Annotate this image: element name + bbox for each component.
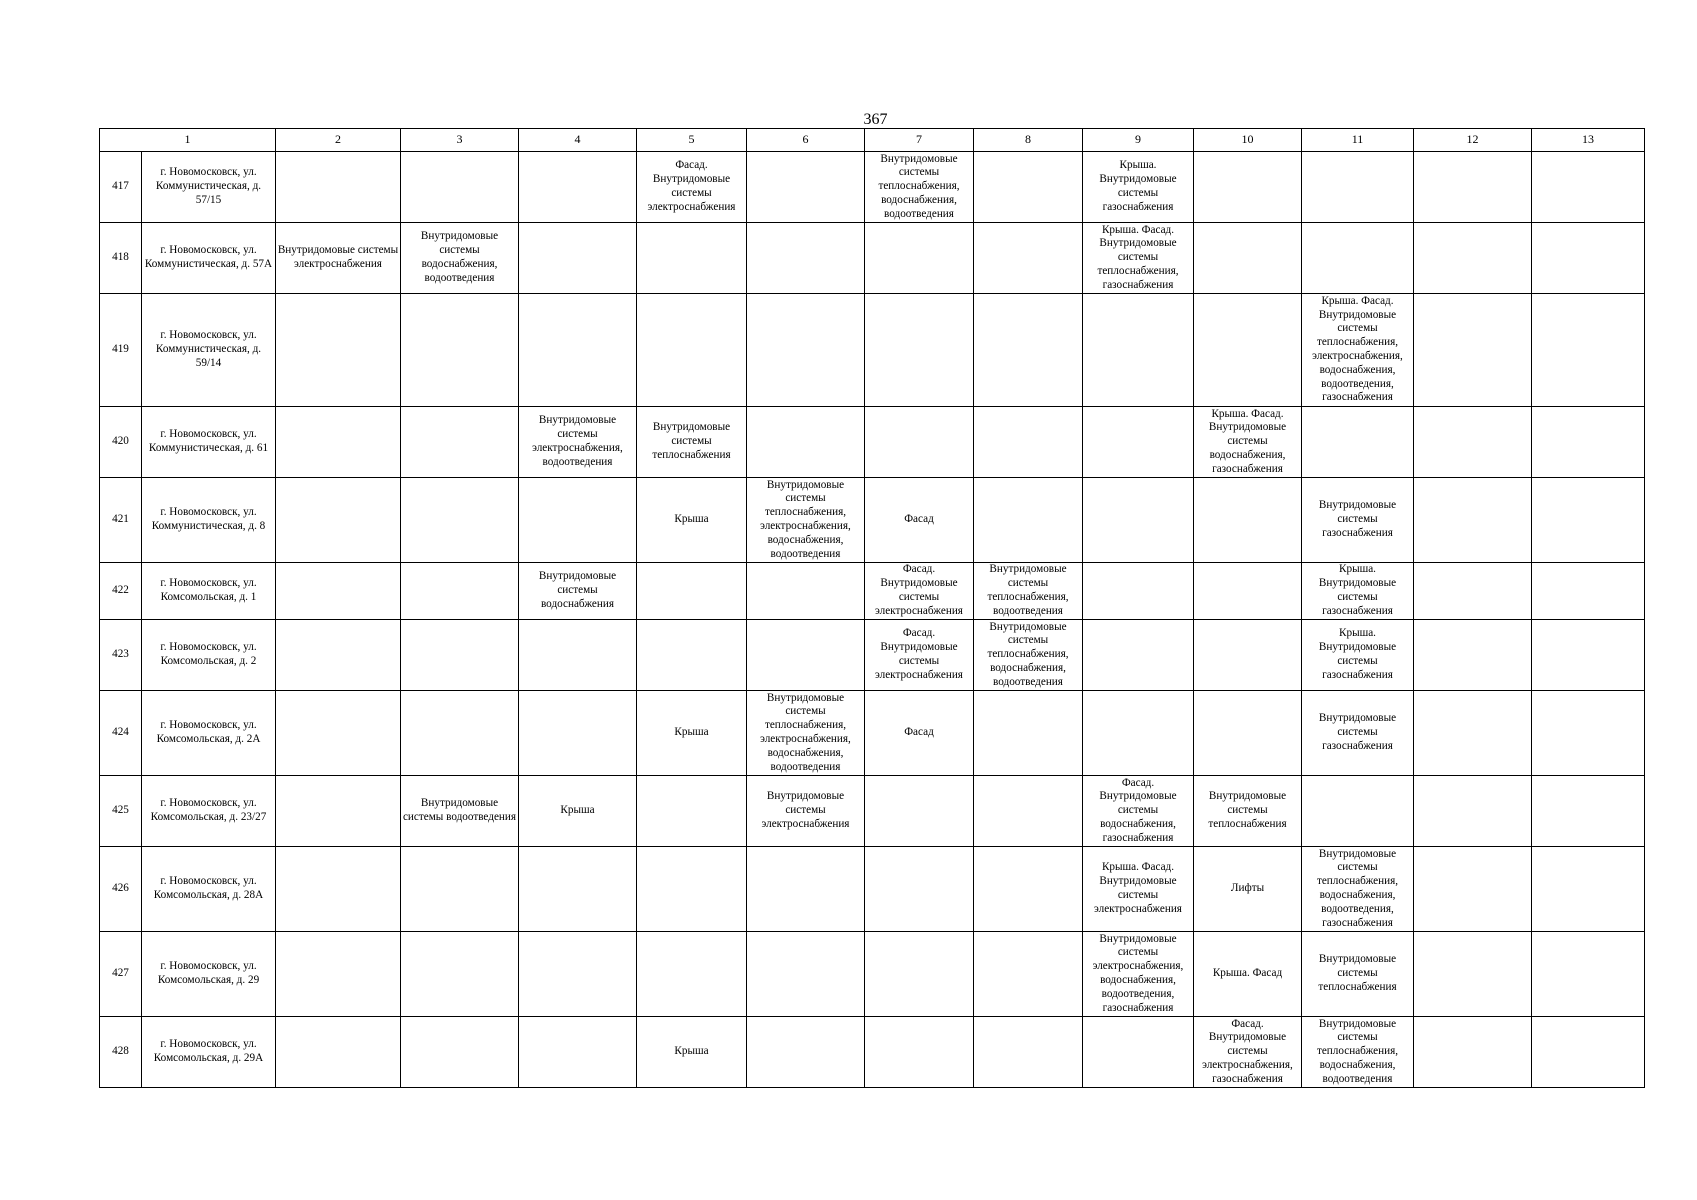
work-type-cell <box>401 691 519 776</box>
work-type-cell <box>1083 407 1194 478</box>
work-type-cell <box>519 223 637 294</box>
header-row <box>100 129 1645 152</box>
work-type-cell: Фасад <box>865 478 974 563</box>
table-row <box>100 563 1645 620</box>
work-type-cell <box>276 932 401 1017</box>
address-cell: г. Новомосковск, ул. Комсомольская, д. 23/27 <box>142 776 276 847</box>
work-type-cell: Внутридомовые системы водоснабжения, водоотведения <box>401 223 519 294</box>
work-type-cell <box>974 294 1083 407</box>
row-number: 419 <box>100 294 142 407</box>
address-cell: г. Новомосковск, ул. Комсомольская, д. 2 <box>142 620 276 691</box>
table-row <box>100 294 1645 407</box>
table-row <box>100 691 1645 776</box>
work-type-cell <box>276 294 401 407</box>
column-header: 11 <box>1302 129 1414 152</box>
work-type-cell <box>865 776 974 847</box>
row-number: 418 <box>100 223 142 294</box>
work-type-cell <box>401 563 519 620</box>
work-type-cell <box>1532 152 1645 223</box>
work-type-cell <box>519 294 637 407</box>
column-header: 4 <box>519 129 637 152</box>
work-type-cell <box>276 407 401 478</box>
address-cell: г. Новомосковск, ул. Коммунистическая, д. 57/15 <box>142 152 276 223</box>
row-number: 421 <box>100 478 142 563</box>
work-type-cell <box>1414 563 1532 620</box>
work-type-cell: Фасад. Внутридомовые системы электроснабжения <box>865 620 974 691</box>
work-type-cell <box>519 691 637 776</box>
work-type-cell: Крыша <box>637 478 747 563</box>
column-header: 1 <box>100 129 276 152</box>
work-type-cell <box>1414 691 1532 776</box>
work-type-cell <box>401 620 519 691</box>
work-type-cell: Крыша <box>637 1017 747 1088</box>
work-type-cell <box>1194 478 1302 563</box>
row-number: 417 <box>100 152 142 223</box>
work-type-cell <box>747 1017 865 1088</box>
work-type-cell <box>276 478 401 563</box>
work-type-cell <box>1414 1017 1532 1088</box>
work-type-cell <box>1414 847 1532 932</box>
work-type-cell <box>1194 691 1302 776</box>
work-type-cell <box>1194 223 1302 294</box>
column-header: 10 <box>1194 129 1302 152</box>
work-type-cell <box>401 152 519 223</box>
column-header: 3 <box>401 129 519 152</box>
work-type-cell <box>865 294 974 407</box>
work-type-cell: Внутридомовые системы теплоснабжения <box>1302 932 1414 1017</box>
work-type-cell: Крыша. Фасад. Внутридомовые системы водоснабжения, газоснабжения <box>1194 407 1302 478</box>
work-type-cell <box>519 932 637 1017</box>
work-type-cell <box>1532 294 1645 407</box>
work-type-cell <box>401 294 519 407</box>
work-type-cell: Фасад. Внутридомовые системы водоснабжения, газоснабжения <box>1083 776 1194 847</box>
work-type-cell <box>747 152 865 223</box>
row-number: 424 <box>100 691 142 776</box>
address-cell: г. Новомосковск, ул. Коммунистическая, д. 57А <box>142 223 276 294</box>
column-header: 5 <box>637 129 747 152</box>
work-type-cell: Внутридомовые системы электроснабжения, водоотведения <box>519 407 637 478</box>
work-type-cell <box>747 620 865 691</box>
row-number: 428 <box>100 1017 142 1088</box>
work-type-cell <box>1083 1017 1194 1088</box>
repair-schedule-table <box>99 128 1645 1088</box>
row-number: 423 <box>100 620 142 691</box>
row-number: 420 <box>100 407 142 478</box>
work-type-cell <box>401 478 519 563</box>
column-header: 13 <box>1532 129 1645 152</box>
work-type-cell: Крыша. Фасад. Внутридомовые системы электроснабжения <box>1083 847 1194 932</box>
work-type-cell: Фасад. Внутридомовые системы электроснабжения <box>637 152 747 223</box>
work-type-cell: Внутридомовые системы теплоснабжения <box>1194 776 1302 847</box>
work-type-cell <box>1302 223 1414 294</box>
work-type-cell: Внутридомовые системы теплоснабжения, водоотведения <box>974 563 1083 620</box>
table-body <box>100 129 1645 1088</box>
work-type-cell: Крыша. Фасад <box>1194 932 1302 1017</box>
work-type-cell: Внутридомовые системы теплоснабжения, электроснабжения, водоснабжения, водоотведения <box>747 478 865 563</box>
work-type-cell: Фасад. Внутридомовые системы электроснабжения <box>865 563 974 620</box>
work-type-cell: Внутридомовые системы теплоснабжения, электроснабжения, водоснабжения, водоотведения <box>747 691 865 776</box>
work-type-cell <box>637 294 747 407</box>
table-row <box>100 776 1645 847</box>
work-type-cell: Внутридомовые системы водоснабжения <box>519 563 637 620</box>
row-number: 425 <box>100 776 142 847</box>
address-cell: г. Новомосковск, ул. Комсомольская, д. 29А <box>142 1017 276 1088</box>
work-type-cell <box>401 932 519 1017</box>
table-row <box>100 620 1645 691</box>
work-type-cell: Внутридомовые системы теплоснабжения <box>637 407 747 478</box>
work-type-cell <box>1414 407 1532 478</box>
work-type-cell <box>865 223 974 294</box>
work-type-cell <box>1083 691 1194 776</box>
column-header: 12 <box>1414 129 1532 152</box>
work-type-cell: Крыша <box>519 776 637 847</box>
work-type-cell <box>276 620 401 691</box>
work-type-cell <box>1083 478 1194 563</box>
work-type-cell <box>1414 776 1532 847</box>
work-type-cell <box>974 691 1083 776</box>
work-type-cell <box>1532 1017 1645 1088</box>
work-type-cell <box>1414 294 1532 407</box>
address-cell: г. Новомосковск, ул. Комсомольская, д. 28А <box>142 847 276 932</box>
work-type-cell <box>1532 478 1645 563</box>
work-type-cell <box>747 932 865 1017</box>
column-header: 9 <box>1083 129 1194 152</box>
work-type-cell <box>1532 407 1645 478</box>
address-cell: г. Новомосковск, ул. Коммунистическая, д. 8 <box>142 478 276 563</box>
work-type-cell <box>519 1017 637 1088</box>
work-type-cell: Внутридомовые системы электроснабжения <box>276 223 401 294</box>
work-type-cell <box>865 407 974 478</box>
work-type-cell <box>637 932 747 1017</box>
work-type-cell <box>747 294 865 407</box>
work-type-cell <box>519 620 637 691</box>
row-number: 427 <box>100 932 142 1017</box>
work-type-cell <box>276 776 401 847</box>
work-type-cell <box>401 407 519 478</box>
row-number: 422 <box>100 563 142 620</box>
work-type-cell <box>974 776 1083 847</box>
work-type-cell: Внутридомовые системы электроснабжения <box>747 776 865 847</box>
work-type-cell: Крыша. Фасад. Внутридомовые системы теплоснабжения, газоснабжения <box>1083 223 1194 294</box>
work-type-cell: Внутридомовые системы водоотведения <box>401 776 519 847</box>
address-cell: г. Новомосковск, ул. Коммунистическая, д. 59/14 <box>142 294 276 407</box>
column-header: 7 <box>865 129 974 152</box>
work-type-cell <box>1532 223 1645 294</box>
work-type-cell <box>1083 620 1194 691</box>
work-type-cell <box>974 478 1083 563</box>
work-type-cell <box>1302 776 1414 847</box>
work-type-cell <box>637 847 747 932</box>
work-type-cell: Внутридомовые системы теплоснабжения, водоснабжения, водоотведения, газоснабжения <box>1302 847 1414 932</box>
work-type-cell <box>276 152 401 223</box>
work-type-cell <box>1532 563 1645 620</box>
work-type-cell <box>865 1017 974 1088</box>
work-type-cell <box>276 563 401 620</box>
work-type-cell <box>1302 152 1414 223</box>
work-type-cell <box>401 1017 519 1088</box>
work-type-cell <box>1414 152 1532 223</box>
work-type-cell <box>974 407 1083 478</box>
column-header: 2 <box>276 129 401 152</box>
work-type-cell <box>1194 294 1302 407</box>
column-header: 8 <box>974 129 1083 152</box>
work-type-cell <box>401 847 519 932</box>
page-number: 367 <box>863 111 888 128</box>
work-type-cell <box>974 847 1083 932</box>
work-type-cell <box>637 563 747 620</box>
work-type-cell <box>1532 847 1645 932</box>
work-type-cell: Крыша. Внутридомовые системы газоснабжения <box>1083 152 1194 223</box>
column-header: 6 <box>747 129 865 152</box>
work-type-cell <box>1194 152 1302 223</box>
work-type-cell <box>519 847 637 932</box>
work-type-cell <box>1302 407 1414 478</box>
work-type-cell <box>519 478 637 563</box>
work-type-cell: Крыша. Фасад. Внутридомовые системы теплоснабжения, электроснабжения, водоснабжения, водоотведения, газоснабжения <box>1302 294 1414 407</box>
work-type-cell <box>747 223 865 294</box>
work-type-cell: Крыша <box>637 691 747 776</box>
work-type-cell <box>1083 294 1194 407</box>
work-type-cell <box>637 620 747 691</box>
work-type-cell: Внутридомовые системы газоснабжения <box>1302 478 1414 563</box>
work-type-cell <box>974 223 1083 294</box>
work-type-cell <box>519 152 637 223</box>
work-type-cell <box>276 1017 401 1088</box>
work-type-cell <box>1532 932 1645 1017</box>
work-type-cell <box>1414 478 1532 563</box>
row-number: 426 <box>100 847 142 932</box>
work-type-cell: Внутридомовые системы газоснабжения <box>1302 691 1414 776</box>
work-type-cell <box>1532 620 1645 691</box>
table-row <box>100 152 1645 223</box>
work-type-cell <box>276 847 401 932</box>
work-type-cell: Внутридомовые системы электроснабжения, водоснабжения, водоотведения, газоснабжения <box>1083 932 1194 1017</box>
table-row <box>100 407 1645 478</box>
address-cell: г. Новомосковск, ул. Комсомольская, д. 1 <box>142 563 276 620</box>
address-cell: г. Новомосковск, ул. Коммунистическая, д. 61 <box>142 407 276 478</box>
work-type-cell <box>1414 223 1532 294</box>
work-type-cell <box>1194 620 1302 691</box>
work-type-cell <box>747 563 865 620</box>
work-type-cell: Внутридомовые системы теплоснабжения, водоснабжения, водоотведения <box>974 620 1083 691</box>
work-type-cell <box>974 1017 1083 1088</box>
table-row <box>100 1017 1645 1088</box>
table-row <box>100 223 1645 294</box>
work-type-cell: Внутридомовые системы теплоснабжения, водоснабжения, водоотведения <box>1302 1017 1414 1088</box>
work-type-cell <box>1532 691 1645 776</box>
table-row <box>100 478 1645 563</box>
work-type-cell: Лифты <box>1194 847 1302 932</box>
work-type-cell <box>637 776 747 847</box>
work-type-cell <box>276 691 401 776</box>
work-type-cell: Внутридомовые системы теплоснабжения, водоснабжения, водоотведения <box>865 152 974 223</box>
work-type-cell <box>1194 563 1302 620</box>
work-type-cell: Фасад <box>865 691 974 776</box>
address-cell: г. Новомосковск, ул. Комсомольская, д. 2А <box>142 691 276 776</box>
work-type-cell <box>1083 563 1194 620</box>
work-type-cell <box>1414 620 1532 691</box>
table-row <box>100 847 1645 932</box>
work-type-cell <box>1414 932 1532 1017</box>
work-type-cell: Крыша. Внутридомовые системы газоснабжения <box>1302 563 1414 620</box>
address-cell: г. Новомосковск, ул. Комсомольская, д. 29 <box>142 932 276 1017</box>
work-type-cell <box>974 152 1083 223</box>
work-type-cell <box>637 223 747 294</box>
work-type-cell <box>865 847 974 932</box>
table-row <box>100 932 1645 1017</box>
work-type-cell <box>747 847 865 932</box>
work-type-cell <box>747 407 865 478</box>
work-type-cell <box>974 932 1083 1017</box>
work-type-cell <box>865 932 974 1017</box>
work-type-cell: Крыша. Внутридомовые системы газоснабжения <box>1302 620 1414 691</box>
work-type-cell: Фасад. Внутридомовые системы электроснабжения, газоснабжения <box>1194 1017 1302 1088</box>
work-type-cell <box>1532 776 1645 847</box>
